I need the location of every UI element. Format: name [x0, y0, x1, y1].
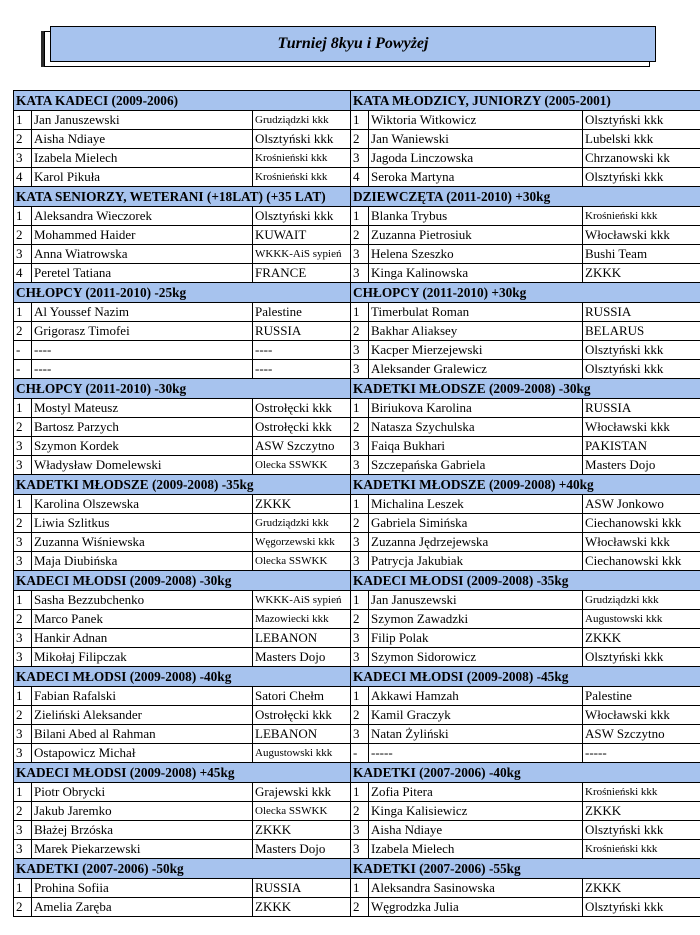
place-cell: 3 [351, 149, 369, 168]
place-cell: 1 [14, 495, 32, 514]
club-cell: Olsztyński kkk [583, 821, 700, 840]
competitor-name-cell: Fabian Rafalski [32, 687, 253, 706]
club-cell: Ostrołęcki kkk [253, 706, 351, 725]
club-cell: Grajewski kkk [253, 783, 351, 802]
competitor-name-cell: Aleksandra Sasinowska [369, 879, 583, 898]
place-cell: 1 [14, 111, 32, 130]
club-cell: Bushi Team [583, 245, 700, 264]
table-row [14, 629, 700, 648]
place-cell: - [14, 341, 32, 360]
category-title-left: KADECI MŁODSI (2009-2008) -30kg [14, 571, 351, 591]
competitor-name-cell: Natan Żyliński [369, 725, 583, 744]
table-row [14, 552, 700, 571]
table-row [14, 783, 700, 802]
category-header-row [14, 475, 700, 495]
competitor-name-cell: Zofia Pitera [369, 783, 583, 802]
place-cell: 2 [14, 514, 32, 533]
club-cell: ZKKK [253, 495, 351, 514]
club-cell: PAKISTAN [583, 437, 700, 456]
table-row [14, 533, 700, 552]
place-cell: 3 [351, 648, 369, 667]
competitor-name-cell: Peretel Tatiana [32, 264, 253, 283]
competitor-name-cell: Zieliński Aleksander [32, 706, 253, 725]
category-title-right: KADECI MŁODSI (2009-2008) -35kg [351, 571, 700, 591]
club-cell: Włocławski kkk [583, 706, 700, 725]
competitor-name-cell: Jakub Jaremko [32, 802, 253, 821]
category-title-left: CHŁOPCY (2011-2010) -30kg [14, 379, 351, 399]
table-row [14, 744, 700, 763]
club-cell: Krośnieński kkk [583, 783, 700, 802]
club-cell: Augustowski kkk [253, 744, 351, 763]
club-cell: Olsztyński kkk [583, 898, 700, 917]
place-cell: 2 [14, 802, 32, 821]
club-cell: Włocławski kkk [583, 226, 700, 245]
category-title-right: KATA MŁODZICY, JUNIORZY (2005-2001) [351, 91, 700, 111]
club-cell: ASW Szczytno [583, 725, 700, 744]
competitor-name-cell: Zuzanna Pietrosiuk [369, 226, 583, 245]
competitor-name-cell: Aisha Ndiaye [369, 821, 583, 840]
place-cell: 4 [351, 168, 369, 187]
club-cell: Ciechanowski kkk [583, 552, 700, 571]
club-cell: RUSSIA [583, 303, 700, 322]
place-cell: 1 [351, 495, 369, 514]
club-cell: Ostrołęcki kkk [253, 418, 351, 437]
competitor-name-cell: Bartosz Parzych [32, 418, 253, 437]
place-cell: 1 [351, 687, 369, 706]
competitor-name-cell: Gabriela Simińska [369, 514, 583, 533]
competitor-name-cell: Szymon Zawadzki [369, 610, 583, 629]
category-title-left: KADETKI MŁODSZE (2009-2008) -35kg [14, 475, 351, 495]
place-cell: 1 [14, 783, 32, 802]
category-header-row [14, 763, 700, 783]
table-row [14, 610, 700, 629]
club-cell: Krośnieński kkk [583, 207, 700, 226]
place-cell: 3 [14, 437, 32, 456]
category-title-right: KADETKI MŁODSZE (2009-2008) -30kg [351, 379, 700, 399]
category-title-right: KADETKI (2007-2006) -55kg [351, 859, 700, 879]
club-cell: ZKKK [253, 821, 351, 840]
table-row [14, 687, 700, 706]
place-cell: 2 [351, 226, 369, 245]
competitor-name-cell: Michalina Leszek [369, 495, 583, 514]
club-cell: Grudziądzki kkk [583, 591, 700, 610]
place-cell: 1 [351, 783, 369, 802]
competitor-name-cell: Mohammed Haider [32, 226, 253, 245]
competitor-name-cell: Marco Panek [32, 610, 253, 629]
category-title-left: KATA SENIORZY, WETERANI (+18LAT) (+35 LAT) [14, 187, 351, 207]
club-cell: RUSSIA [253, 322, 351, 341]
place-cell: 3 [14, 629, 32, 648]
club-cell: Masters Dojo [583, 456, 700, 475]
club-cell: Chrzanowski kk [583, 149, 700, 168]
place-cell: 3 [14, 840, 32, 859]
competitor-name-cell: Liwia Szlitkus [32, 514, 253, 533]
competitor-name-cell: Mostyl Mateusz [32, 399, 253, 418]
competitor-name-cell: Ostapowicz Michał [32, 744, 253, 763]
table-row [14, 418, 700, 437]
table-row [14, 495, 700, 514]
place-cell: 4 [14, 168, 32, 187]
place-cell: 3 [351, 437, 369, 456]
place-cell: 3 [351, 245, 369, 264]
competitor-name-cell: Wiktoria Witkowicz [369, 111, 583, 130]
club-cell: Węgorzewski kkk [253, 533, 351, 552]
competitor-name-cell: Węgrodzka Julia [369, 898, 583, 917]
results-table [13, 90, 700, 917]
place-cell: 1 [14, 303, 32, 322]
table-row [14, 840, 700, 859]
place-cell: 3 [351, 725, 369, 744]
club-cell: Olsztyński kkk [253, 130, 351, 149]
competitor-name-cell: Bilani Abed al Rahman [32, 725, 253, 744]
place-cell: 2 [14, 898, 32, 917]
competitor-name-cell: Marek Piekarzewski [32, 840, 253, 859]
club-cell: BELARUS [583, 322, 700, 341]
club-cell: Masters Dojo [253, 648, 351, 667]
competitor-name-cell: Karol Pikuła [32, 168, 253, 187]
competitor-name-cell: Błażej Brzóska [32, 821, 253, 840]
place-cell: 1 [351, 399, 369, 418]
table-row [14, 648, 700, 667]
category-title-left: CHŁOPCY (2011-2010) -25kg [14, 283, 351, 303]
competitor-name-cell: Zuzanna Jędrzejewska [369, 533, 583, 552]
category-header-row [14, 91, 700, 111]
category-header-row [14, 571, 700, 591]
competitor-name-cell: Szczepańska Gabriela [369, 456, 583, 475]
category-header-row [14, 283, 700, 303]
club-cell: Olsztyński kkk [583, 341, 700, 360]
competitor-name-cell: Izabela Mielech [369, 840, 583, 859]
competitor-name-cell: Biriukova Karolina [369, 399, 583, 418]
category-header-row [14, 667, 700, 687]
competitor-name-cell: Izabela Mielech [32, 149, 253, 168]
place-cell: 3 [14, 648, 32, 667]
table-row [14, 111, 700, 130]
place-cell: 1 [14, 207, 32, 226]
table-row [14, 303, 700, 322]
place-cell: 1 [14, 879, 32, 898]
table-row [14, 437, 700, 456]
competitor-name-cell: ---- [32, 360, 253, 379]
table-row [14, 149, 700, 168]
competitor-name-cell: ---- [32, 341, 253, 360]
table-row [14, 898, 700, 917]
table-row [14, 245, 700, 264]
club-cell: Olecka SSWKK [253, 552, 351, 571]
club-cell: Olsztyński kkk [583, 111, 700, 130]
competitor-name-cell: Kamil Graczyk [369, 706, 583, 725]
competitor-name-cell: Aleksandra Wieczorek [32, 207, 253, 226]
competitor-name-cell: Piotr Obrycki [32, 783, 253, 802]
club-cell: Olsztyński kkk [583, 648, 700, 667]
competitor-name-cell: Grigorasz Timofei [32, 322, 253, 341]
competitor-name-cell: Władysław Domelewski [32, 456, 253, 475]
competitor-name-cell: Szymon Sidorowicz [369, 648, 583, 667]
competitor-name-cell: Jan Januszewski [369, 591, 583, 610]
competitor-name-cell: Anna Wiatrowska [32, 245, 253, 264]
place-cell: 2 [14, 706, 32, 725]
club-cell: Grudziądzki kkk [253, 514, 351, 533]
club-cell: Masters Dojo [253, 840, 351, 859]
club-cell: ZKKK [583, 264, 700, 283]
competitor-name-cell: Jan Januszewski [32, 111, 253, 130]
competitor-name-cell: Kacper Mierzejewski [369, 341, 583, 360]
place-cell: 3 [351, 629, 369, 648]
club-cell: LEBANON [253, 629, 351, 648]
club-cell: Krośnieński kkk [253, 149, 351, 168]
club-cell: Lubelski kkk [583, 130, 700, 149]
competitor-name-cell: Jagoda Linczowska [369, 149, 583, 168]
place-cell: 2 [14, 322, 32, 341]
club-cell: Olsztyński kkk [253, 207, 351, 226]
club-cell: Grudziądzki kkk [253, 111, 351, 130]
place-cell: 3 [14, 533, 32, 552]
place-cell: 1 [351, 879, 369, 898]
category-header-row [14, 859, 700, 879]
competitor-name-cell: Sasha Bezzubchenko [32, 591, 253, 610]
competitor-name-cell: Helena Szeszko [369, 245, 583, 264]
table-row [14, 879, 700, 898]
club-cell: ASW Szczytno [253, 437, 351, 456]
competitor-name-cell: Maja Diubińska [32, 552, 253, 571]
club-cell: ----- [583, 744, 700, 763]
place-cell: 2 [14, 226, 32, 245]
place-cell: 3 [351, 533, 369, 552]
place-cell: 2 [351, 898, 369, 917]
place-cell: 1 [14, 399, 32, 418]
place-cell: 3 [14, 725, 32, 744]
competitor-name-cell: Filip Polak [369, 629, 583, 648]
club-cell: RUSSIA [583, 399, 700, 418]
place-cell: 3 [351, 840, 369, 859]
table-row [14, 322, 700, 341]
place-cell: 4 [14, 264, 32, 283]
place-cell: 1 [351, 591, 369, 610]
category-title-left: KADECI MŁODSI (2009-2008) -40kg [14, 667, 351, 687]
club-cell: Augustowski kkk [583, 610, 700, 629]
competitor-name-cell: Prohina Sofiia [32, 879, 253, 898]
category-title-right: KADETKI MŁODSZE (2009-2008) +40kg [351, 475, 700, 495]
competitor-name-cell: Jan Waniewski [369, 130, 583, 149]
place-cell: 2 [351, 610, 369, 629]
category-title-right: DZIEWCZĘTA (2011-2010) +30kg [351, 187, 700, 207]
club-cell: FRANCE [253, 264, 351, 283]
club-cell: Palestine [583, 687, 700, 706]
competitor-name-cell: Akkawi Hamzah [369, 687, 583, 706]
place-cell: 2 [351, 802, 369, 821]
place-cell: 2 [351, 322, 369, 341]
place-cell: 3 [14, 552, 32, 571]
competitor-name-cell: Zuzanna Wiśniewska [32, 533, 253, 552]
category-title-right: KADECI MŁODSI (2009-2008) -45kg [351, 667, 700, 687]
place-cell: 1 [14, 687, 32, 706]
place-cell: 2 [14, 418, 32, 437]
place-cell: 3 [351, 341, 369, 360]
place-cell: 2 [351, 514, 369, 533]
place-cell: 3 [351, 821, 369, 840]
place-cell: 3 [14, 821, 32, 840]
category-header-row [14, 379, 700, 399]
club-cell: LEBANON [253, 725, 351, 744]
club-cell: ---- [253, 341, 351, 360]
competitor-name-cell: Bakhar Aliaksey [369, 322, 583, 341]
club-cell: Włocławski kkk [583, 533, 700, 552]
competitor-name-cell: Amelia Zaręba [32, 898, 253, 917]
category-header-row [14, 187, 700, 207]
club-cell: Mazowiecki kkk [253, 610, 351, 629]
place-cell: 3 [351, 264, 369, 283]
competitor-name-cell: Al Youssef Nazim [32, 303, 253, 322]
club-cell: Olecka SSWKK [253, 802, 351, 821]
competitor-name-cell: Aisha Ndiaye [32, 130, 253, 149]
category-title-left: KADETKI (2007-2006) -50kg [14, 859, 351, 879]
competitor-name-cell: ----- [369, 744, 583, 763]
competitor-name-cell: Patrycja Jakubiak [369, 552, 583, 571]
place-cell: 1 [351, 207, 369, 226]
competitor-name-cell: Kinga Kalisiewicz [369, 802, 583, 821]
table-row [14, 821, 700, 840]
table-row [14, 706, 700, 725]
competitor-name-cell: Blanka Trybus [369, 207, 583, 226]
club-cell: ZKKK [583, 879, 700, 898]
club-cell: ZKKK [253, 898, 351, 917]
page-title: Turniej 8kyu i Powyżej [50, 26, 656, 62]
table-row [14, 226, 700, 245]
place-cell: - [14, 360, 32, 379]
club-cell: ASW Jonkowo [583, 495, 700, 514]
table-row [14, 725, 700, 744]
category-title-left: KATA KADECI (2009-2006) [14, 91, 351, 111]
club-cell: Krośnieński kkk [253, 168, 351, 187]
club-cell: Satori Chełm [253, 687, 351, 706]
table-row [14, 399, 700, 418]
club-cell: Ciechanowski kkk [583, 514, 700, 533]
results-body [14, 91, 700, 917]
table-row [14, 802, 700, 821]
place-cell: 2 [351, 706, 369, 725]
place-cell: 3 [14, 744, 32, 763]
place-cell: - [351, 744, 369, 763]
club-cell: Olecka SSWKK [253, 456, 351, 475]
table-row [14, 591, 700, 610]
competitor-name-cell: Szymon Kordek [32, 437, 253, 456]
category-title-right: KADETKI (2007-2006) -40kg [351, 763, 700, 783]
competitor-name-cell: Seroka Martyna [369, 168, 583, 187]
place-cell: 3 [351, 360, 369, 379]
competitor-name-cell: Aleksander Gralewicz [369, 360, 583, 379]
club-cell: WKKK-AiS sypień [253, 591, 351, 610]
place-cell: 2 [351, 130, 369, 149]
competitor-name-cell: Natasza Szychulska [369, 418, 583, 437]
place-cell: 3 [14, 245, 32, 264]
club-cell: Krośnieński kkk [583, 840, 700, 859]
place-cell: 3 [14, 456, 32, 475]
competitor-name-cell: Faiqa Bukhari [369, 437, 583, 456]
place-cell: 1 [14, 591, 32, 610]
club-cell: Ostrołęcki kkk [253, 399, 351, 418]
club-cell: Olsztyński kkk [583, 360, 700, 379]
club-cell: RUSSIA [253, 879, 351, 898]
category-title-right: CHŁOPCY (2011-2010) +30kg [351, 283, 700, 303]
place-cell: 1 [351, 303, 369, 322]
table-row [14, 514, 700, 533]
place-cell: 2 [351, 418, 369, 437]
category-title-left: KADECI MŁODSI (2009-2008) +45kg [14, 763, 351, 783]
competitor-name-cell: Timerbulat Roman [369, 303, 583, 322]
place-cell: 3 [351, 552, 369, 571]
competitor-name-cell: Mikołaj Filipczak [32, 648, 253, 667]
table-row [14, 456, 700, 475]
club-cell: ---- [253, 360, 351, 379]
place-cell: 2 [14, 610, 32, 629]
competitor-name-cell: Karolina Olszewska [32, 495, 253, 514]
competitor-name-cell: Kinga Kalinowska [369, 264, 583, 283]
competitor-name-cell: Hankir Adnan [32, 629, 253, 648]
place-cell: 3 [14, 149, 32, 168]
club-cell: WKKK-AiS sypień [253, 245, 351, 264]
club-cell: ZKKK [583, 629, 700, 648]
club-cell: Olsztyński kkk [583, 168, 700, 187]
place-cell: 3 [351, 456, 369, 475]
table-row [14, 207, 700, 226]
table-row [14, 264, 700, 283]
table-row [14, 130, 700, 149]
club-cell: KUWAIT [253, 226, 351, 245]
place-cell: 2 [14, 130, 32, 149]
club-cell: ZKKK [583, 802, 700, 821]
club-cell: Włocławski kkk [583, 418, 700, 437]
table-row [14, 168, 700, 187]
club-cell: Palestine [253, 303, 351, 322]
table-row [14, 341, 700, 360]
title-banner [44, 26, 656, 66]
place-cell: 1 [351, 111, 369, 130]
table-row [14, 360, 700, 379]
